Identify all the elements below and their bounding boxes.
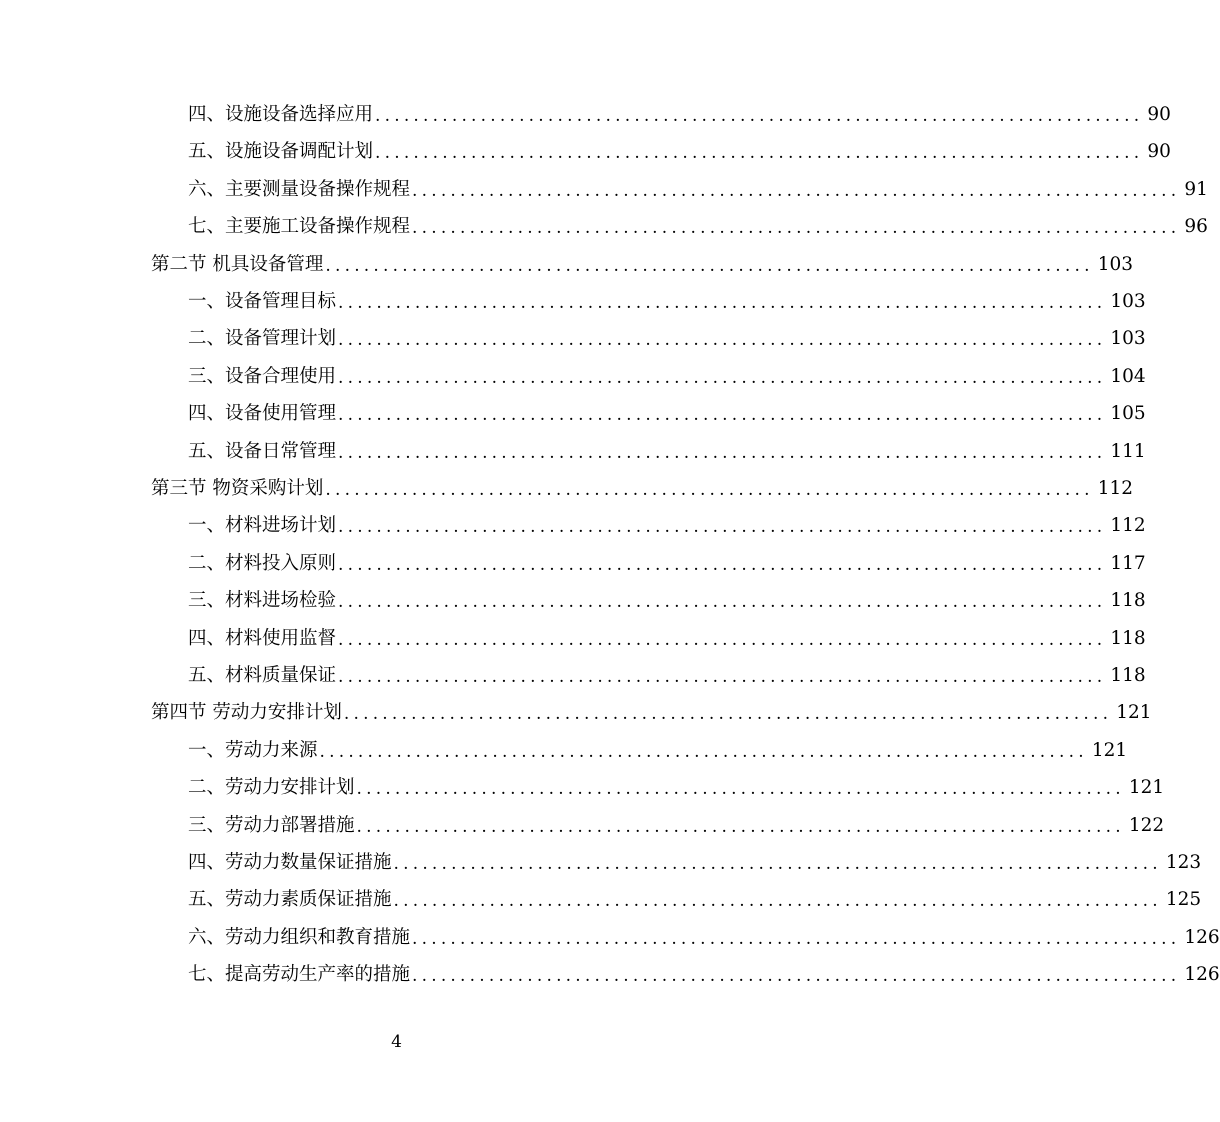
toc-entry[interactable] [188,848,1202,878]
toc-entry-page: 121 [1128,777,1165,799]
toc-entry-page: 90 [1147,104,1171,125]
toc-entry[interactable] [188,175,1208,205]
toc-entry-page: 118 [1110,627,1146,649]
toc-dot-leader: ................................................................................ [319,741,1088,762]
toc-entry-label: 二、设备管理计划 [188,328,337,350]
toc-entry-page: 103 [1110,328,1146,350]
toc-entry-label: 二、材料投入原则 [188,552,337,574]
toc-dot-leader: ................................................................................ [412,928,1181,949]
toc-entry-label: 四、设备使用管理 [188,403,337,425]
toc-dot-leader: ................................................................................ [325,255,1094,276]
toc-entry[interactable] [188,736,1128,766]
toc-entry-page: 96 [1184,216,1208,238]
toc-entry-label: 四、设施设备选择应用 [188,104,374,125]
toc-dot-leader: ................................................................................ [338,367,1107,388]
toc-entry-page: 126 [1184,926,1220,948]
toc-entry-page: 117 [1110,552,1146,574]
toc-dot-leader: ................................................................................ [375,143,1144,164]
toc-dot-leader: ................................................................................ [338,293,1107,313]
toc-entry-page: 121 [1116,702,1152,724]
toc-entry-label: 五、劳动力素质保证措施 [188,889,392,911]
toc-entry-page: 103 [1110,291,1146,312]
toc-entry[interactable] [188,960,1220,990]
toc-section-entry[interactable] [151,474,1134,504]
toc-dot-leader: ................................................................................ [338,629,1107,650]
toc-dot-leader: ................................................................................ [338,554,1107,575]
toc-dot-leader: ................................................................................ [338,442,1107,463]
toc-entry-page: 105 [1110,403,1146,425]
toc-entry-label: 一、设备管理目标 [188,291,337,312]
toc-entry[interactable] [188,586,1146,616]
toc-entry-label: 第三节 物资采购计划 [151,478,324,499]
toc-entry-label: 一、材料进场计划 [188,515,337,537]
toc-entry[interactable] [188,549,1146,579]
toc-dot-leader: ................................................................................ [356,779,1125,800]
toc-entry-label: 五、设备日常管理 [188,440,337,462]
toc-entry-label: 六、劳动力组织和教育措施 [188,926,411,948]
toc-entry-label: 五、设施设备调配计划 [188,141,374,163]
toc-entry-page: 90 [1147,141,1171,163]
toc-dot-leader: ................................................................................ [412,218,1181,239]
toc-entry-page: 123 [1165,852,1202,873]
toc-entry-page: 121 [1091,739,1128,761]
toc-entry-page: 112 [1097,478,1134,499]
toc-entry[interactable] [188,773,1165,803]
toc-entry-page: 112 [1110,515,1146,537]
toc-entry[interactable] [188,661,1146,691]
toc-entry-page: 103 [1097,253,1134,275]
toc-dot-leader: ................................................................................ [325,480,1094,500]
toc-entry[interactable] [188,624,1146,654]
toc-entry-page: 118 [1110,665,1146,686]
toc-dot-leader: ................................................................................ [393,854,1162,874]
toc-section-entry[interactable] [151,698,1152,728]
toc-dot-leader: ................................................................................ [393,891,1162,912]
toc-entry-label: 一、劳动力来源 [188,739,318,761]
toc-entry-label: 六、主要测量设备操作规程 [188,178,411,200]
toc-entry-page: 104 [1110,365,1146,387]
toc-entry[interactable] [188,811,1165,841]
toc-entry-page: 91 [1184,178,1208,200]
toc-entry[interactable] [188,137,1171,167]
toc-dot-leader: ................................................................................ [412,966,1181,987]
toc-dot-leader: ................................................................................ [343,704,1113,725]
toc-entry[interactable] [188,100,1171,130]
toc-entry-page: 125 [1165,889,1202,911]
toc-dot-leader: ................................................................................ [338,330,1107,351]
toc-dot-leader: ................................................................................ [338,592,1107,613]
toc-entry-label: 三、材料进场检验 [188,590,337,612]
toc-dot-leader: ................................................................................ [338,667,1107,687]
toc-entry[interactable] [188,437,1146,467]
toc-entry-label: 三、设备合理使用 [188,365,337,387]
toc-entry-label: 五、材料质量保证 [188,665,337,686]
toc-entry[interactable] [188,885,1202,915]
toc-entry-label: 七、主要施工设备操作规程 [188,216,411,238]
toc-entry[interactable] [188,511,1146,541]
toc-entry[interactable] [188,287,1146,317]
toc-dot-leader: ................................................................................ [412,180,1181,201]
toc-entry-label: 四、劳动力数量保证措施 [188,852,392,873]
toc-dot-leader: ................................................................................ [338,517,1107,538]
toc-entry-page: 111 [1110,440,1146,462]
toc-entry-label: 三、劳动力部署措施 [188,814,355,836]
toc-entry[interactable] [188,923,1220,953]
toc-entry[interactable] [188,212,1208,242]
toc-entry-page: 122 [1128,814,1165,836]
page-number: 4 [391,1032,402,1052]
toc-entry-label: 二、劳动力安排计划 [188,777,355,799]
toc-entry-label: 四、材料使用监督 [188,627,337,649]
toc-entry[interactable] [188,399,1146,429]
toc-dot-leader: ................................................................................ [375,106,1144,126]
toc-dot-leader: ................................................................................ [356,816,1125,837]
toc-entry-page: 126 [1184,964,1220,986]
toc-entry[interactable] [188,362,1146,392]
toc-entry[interactable] [188,324,1146,354]
toc-entry-page: 118 [1110,590,1146,612]
toc-dot-leader: ................................................................................ [338,405,1107,426]
toc-entry-label: 七、提高劳动生产率的措施 [188,964,411,986]
toc-entry-label: 第四节 劳动力安排计划 [151,702,342,724]
toc-section-entry[interactable] [151,250,1134,280]
toc-entry-label: 第二节 机具设备管理 [151,253,324,275]
